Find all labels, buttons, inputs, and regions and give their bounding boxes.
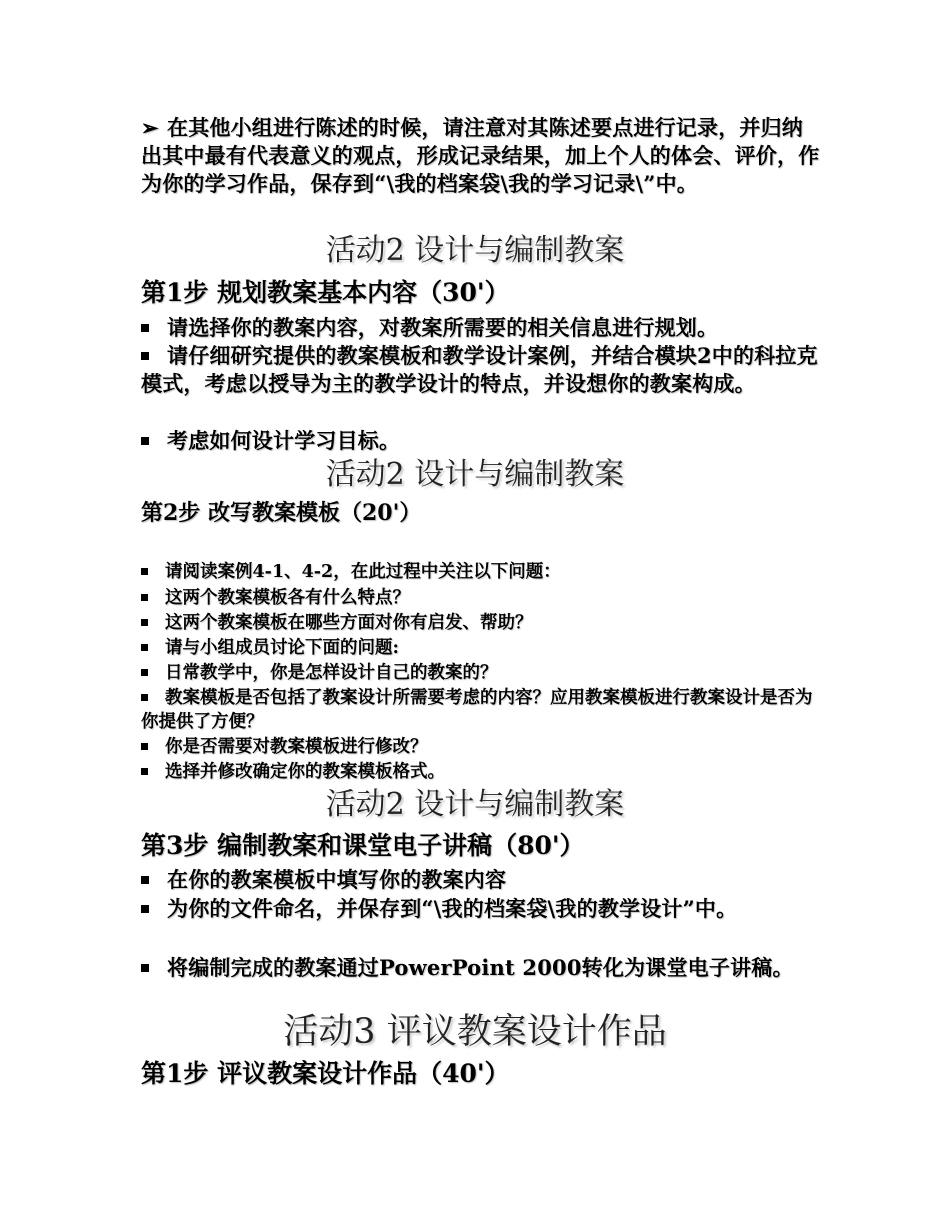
square-bullet-icon — [141, 905, 149, 913]
bullet-text: 这两个教案模板在哪些方面对你有启发、帮助？ — [165, 613, 533, 633]
bullet-text: 日常教学中，你是怎样设计自己的教案的？ — [165, 663, 498, 683]
bullet-text: 将编制完成的教案通过PowerPoint 2000转化为课堂电子讲稿。 — [167, 955, 794, 980]
bullet-item — [141, 611, 821, 635]
bullet-item — [141, 314, 821, 342]
activity-title: 活动2 设计与编制教案 — [325, 233, 625, 268]
square-bullet-icon — [141, 352, 149, 360]
bullet-text: 为你的文件命名，并保存到“\我的档案袋\我的教学设计”中。 — [167, 896, 738, 921]
bullet-text: 请阅读案例4-1、4-2，在此过程中关注以下问题： — [165, 562, 561, 582]
bullet-item — [141, 866, 821, 894]
square-bullet-icon — [141, 768, 148, 775]
bullet-item — [141, 760, 821, 784]
bullet-item — [141, 342, 821, 398]
bullet-text: 教案模板是否包括了教案设计所需要考虑的内容？应用教案模板进行教案设计是否为你提供了方便？ — [141, 688, 813, 732]
bullet-text: 请仔细研究提供的教案模板和教学设计案例，并结合模块2中的科拉克模式，考虑以授导为主的教学设计的特点，并设想你的教案构成。 — [141, 343, 818, 396]
bullet-text: 你是否需要对教案模板进行修改？ — [165, 737, 428, 757]
bullet-item — [141, 636, 821, 660]
bullet-text: 请选择你的教案内容，对教案所需要的相关信息进行规划。 — [167, 315, 719, 340]
step-heading: 第1步 规划教案基本内容（30'） — [141, 278, 510, 307]
bullet-text: 在你的教案模板中填写你的教案内容 — [167, 867, 507, 892]
bullet-text: 考虑如何设计学习目标。 — [167, 428, 401, 453]
step-heading: 第2步 改写教案模板（20'） — [141, 500, 422, 526]
bullet-text: 选择并修改确定你的教案模板格式。 — [165, 762, 445, 782]
square-bullet-icon — [141, 876, 149, 884]
activity-title: 活动3 评议教案设计作品 — [283, 1012, 667, 1052]
intro-text: 在其他小组进行陈述的时候，请注意对其陈述要点进行记录，并归纳出其中最有代表意义的观点，形成记录结果，加上个人的体会、评价，作为你的学习作品，保存到“\我的档案袋\我的学习记录\”中。 — [141, 115, 820, 196]
square-bullet-icon — [141, 594, 148, 601]
square-bullet-icon — [141, 644, 148, 651]
square-bullet-icon — [141, 743, 148, 750]
square-bullet-icon — [141, 694, 148, 701]
square-bullet-icon — [141, 568, 148, 575]
bullet-item — [141, 954, 821, 982]
square-bullet-icon — [141, 619, 148, 626]
activity-title: 活动2 设计与编制教案 — [325, 457, 625, 492]
bullet-item — [141, 895, 821, 923]
bullet-item — [141, 661, 821, 685]
square-bullet-icon — [141, 669, 148, 676]
activity-title: 活动2 设计与编制教案 — [325, 787, 625, 822]
bullet-text: 请与小组成员讨论下面的问题: — [165, 638, 399, 658]
square-bullet-icon — [141, 437, 149, 445]
step-heading: 第1步 评议教案设计作品（40'） — [141, 1059, 510, 1088]
bullet-item — [141, 586, 821, 610]
bullet-item — [141, 735, 821, 759]
step-heading: 第3步 编制教案和课堂电子讲稿（80'） — [141, 831, 585, 860]
bullet-item — [141, 560, 821, 584]
bullet-text: 这两个教案模板各有什么特点？ — [165, 588, 410, 608]
square-bullet-icon — [141, 324, 149, 332]
bullet-item — [141, 686, 821, 734]
arrow-bullet-icon: ➢ — [141, 115, 159, 140]
intro-paragraph — [141, 114, 821, 198]
square-bullet-icon — [141, 964, 149, 972]
bullet-item — [141, 427, 821, 455]
